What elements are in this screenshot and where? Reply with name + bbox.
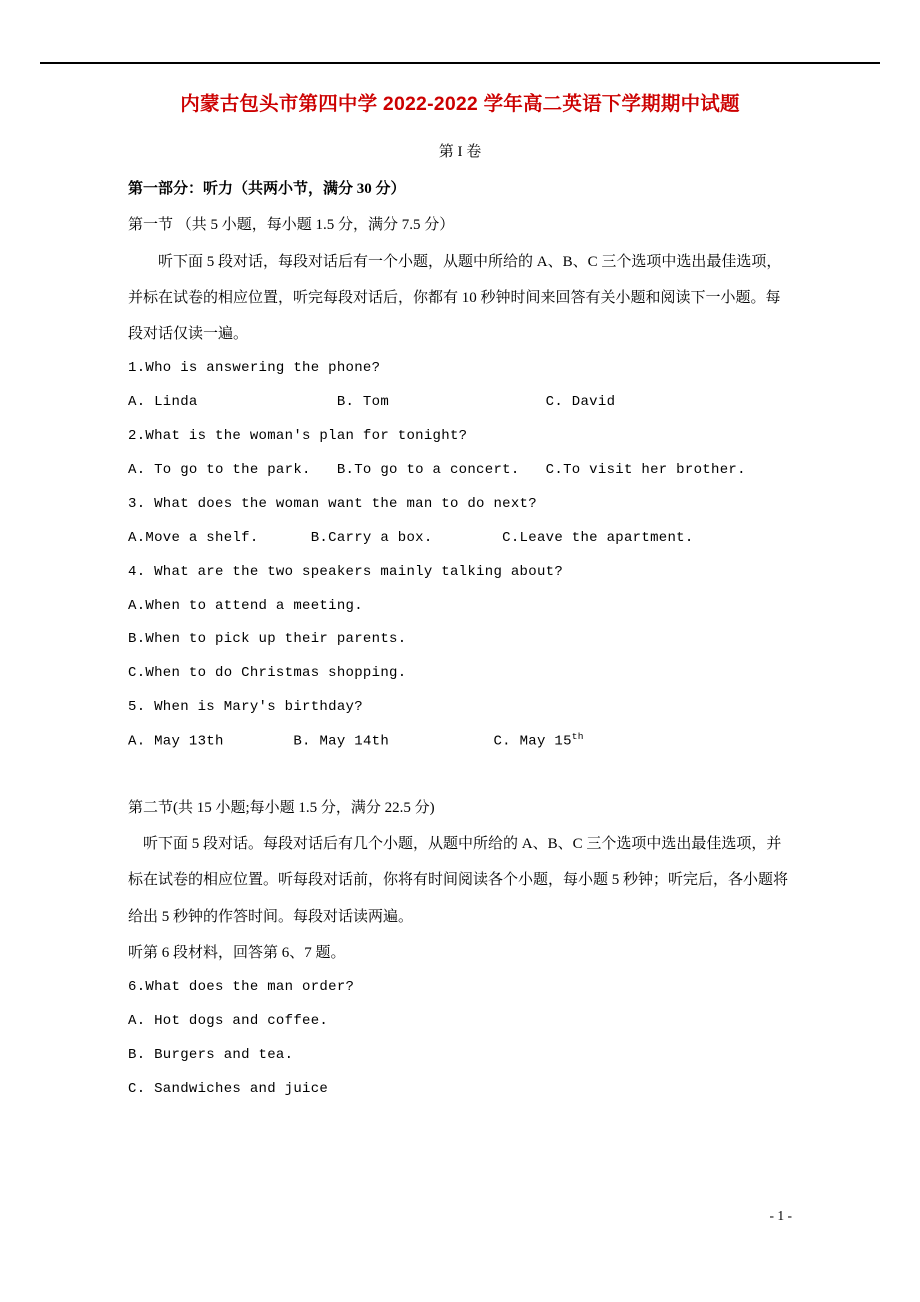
question-5-option-a: A. May 13th — [128, 733, 224, 750]
question-5-options — [128, 725, 792, 760]
question-5-option-c: C. May 15 — [493, 733, 572, 750]
question-1-options: A. Linda B. Tom C. David — [128, 394, 616, 411]
material-six-note: 听第 6 段材料，回答第 6、7 题。 — [128, 944, 346, 961]
paper-label: 第 I 卷 — [438, 144, 482, 160]
question-3-stem: 3. What does the woman want the man to do next? — [128, 495, 537, 512]
spacer — [128, 161, 792, 171]
section-one-instructions: 听下面 5 段对话，每段对话后有一个小题，从题中所给的 A、B、C 三个选项中选出最佳选项，并标在试卷的相应位置，听完每段对话后，你都有 10 秒钟时间来回答有关小题和阅读下一小题。每段对话仅读一遍。 — [128, 253, 782, 343]
spacer — [128, 760, 792, 790]
header-divider — [40, 62, 880, 64]
part-one-heading: 第一部分：听力（共两小节，满分 30 分） — [128, 181, 406, 197]
section-one-heading: 第一节 （共 5 小题，每小题 1.5 分，满分 7.5 分） — [128, 217, 455, 234]
question-4-stem: 4. What are the two speakers mainly talking about? — [128, 563, 564, 580]
question-1-stem: 1.Who is answering the phone? — [128, 360, 381, 377]
question-6-option-c: C. Sandwiches and juice — [128, 1080, 329, 1097]
question-4-option-a: A.When to attend a meeting. — [128, 597, 363, 614]
question-5-option-c-superscript: th — [571, 731, 584, 743]
section-two-instructions: 听下面 5 段对话。每段对话后有几个小题，从题中所给的 A、B、C 三个选项中选出最佳选项，并标在试卷的相应位置。听每段对话前，你将有时间阅读各个小题，每小题 5 秒钟；听完后，各小题将给出 5 秒钟的作答时间。每段对话读两遍。 — [128, 835, 789, 925]
question-6-option-b: B. Burgers and tea. — [128, 1046, 294, 1063]
question-2-stem: 2.What is the woman's plan for tonight? — [128, 428, 468, 445]
question-3-options: A.Move a shelf. B.Carry a box. C.Leave the apartment. — [128, 529, 694, 546]
question-4-option-b: B.When to pick up their parents. — [128, 631, 407, 648]
page-number: - 1 - — [769, 1208, 792, 1223]
section-two-heading: 第二节(共 15 小题;每小题 1.5 分，满分 22.5 分) — [128, 799, 435, 816]
question-6-option-a: A. Hot dogs and coffee. — [128, 1013, 329, 1029]
page-title: 内蒙古包头市第四中学 2022-2022 学年高二英语下学期期中试题 — [180, 93, 740, 115]
question-5-option-b: B. May 14th — [293, 733, 390, 750]
question-2-options: A. To go to the park. B.To go to a concert. C.To visit her brother. — [128, 462, 746, 479]
question-4-option-c: C.When to do Christmas shopping. — [128, 665, 407, 682]
question-5-stem: 5. When is Mary's birthday? — [128, 699, 363, 716]
question-6-stem: 6.What does the man order? — [128, 979, 355, 996]
